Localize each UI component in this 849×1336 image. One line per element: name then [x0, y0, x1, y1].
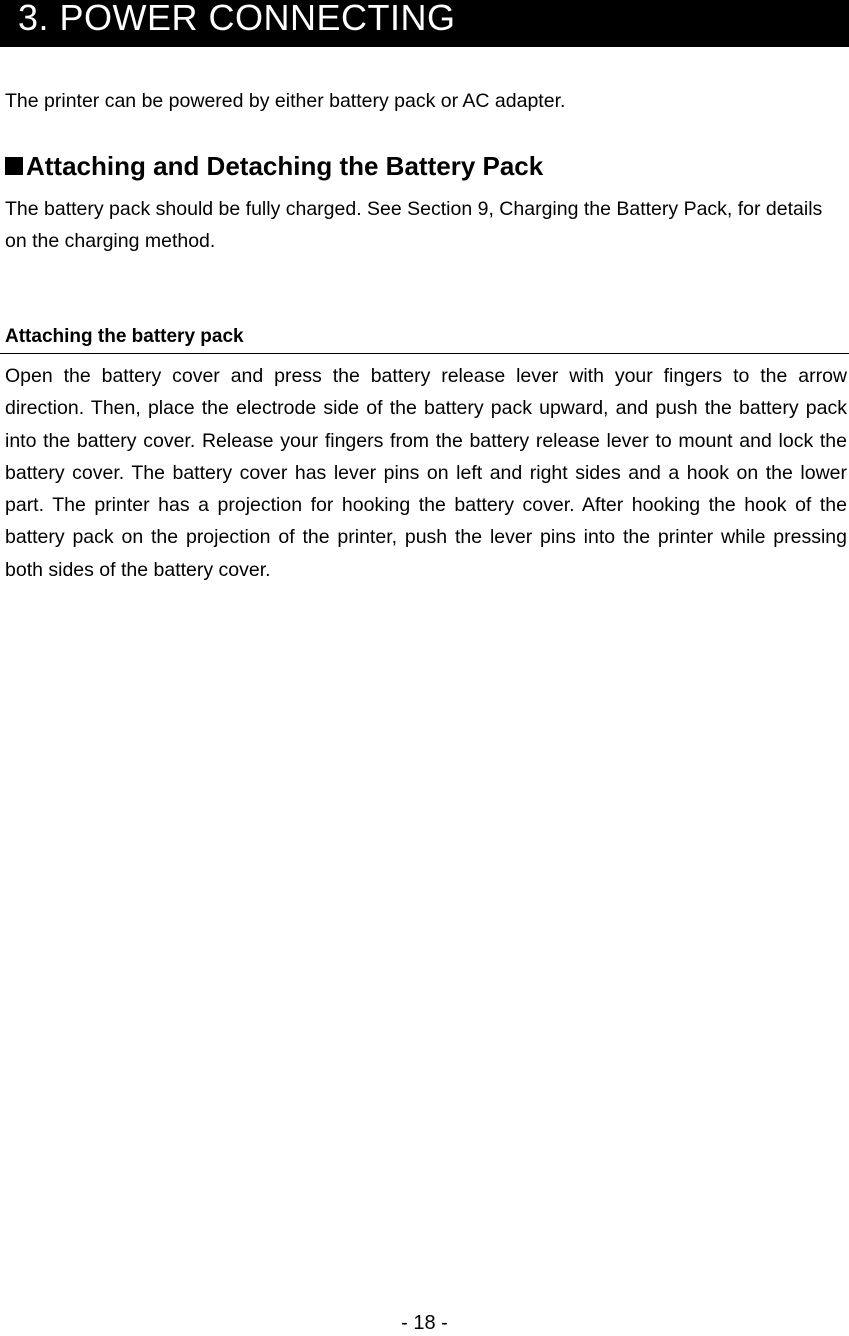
page-number: - 18 -	[401, 1312, 448, 1334]
black-square-bullet-icon	[5, 157, 23, 175]
subsection-divider	[0, 353, 849, 354]
procedure-paragraph: Open the battery cover and press the battery release lever with your fingers to the arrow direction. Then, place the electrode side of the battery pack upward, and push the battery pack into the battery cover. Release your fingers from the battery release lever to mount and lock the battery cover. The battery cover has lever pins on left and right sides and a hook on the lower part. The printer has a projection for hooking the battery cover. After hooking the hook of the battery pack on the projection of the printer, push the lever pins into the printer while pressing both sides of the battery cover.	[5, 365, 847, 581]
section-body-paragraph: The battery pack should be fully charged. See Section 9, Charging the Battery Pack, for details on the charging method.	[5, 198, 823, 252]
section-heading	[5, 148, 543, 184]
chapter-title-bar	[0, 0, 849, 47]
intro-paragraph: The printer can be powered by either battery pack or AC adapter.	[5, 90, 566, 112]
section-heading-text: Attaching and Detaching the Battery Pack	[26, 151, 544, 181]
subsection-heading: Attaching the battery pack	[5, 326, 244, 347]
chapter-title: 3. POWER CONNECTING	[18, 0, 456, 38]
